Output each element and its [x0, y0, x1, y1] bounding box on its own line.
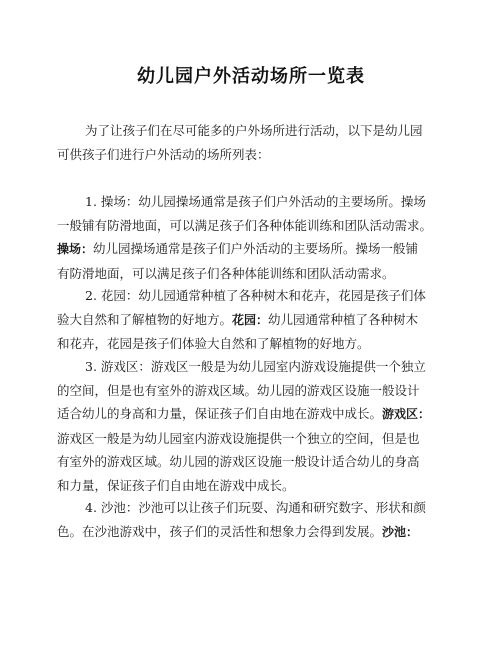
item-line: 验大自然和了解植物的好地方。: [57, 311, 233, 327]
item-bold-label: 沙池：: [382, 524, 419, 539]
intro-line: 可供孩子们进行户外活动的场所列表：: [57, 146, 270, 162]
item-line: 1. 操场：幼儿园操场通常是孩子们户外活动的主要场所。操场: [85, 194, 426, 209]
item-bold-label: 花园：: [232, 312, 269, 327]
intro-paragraph: [57, 119, 457, 166]
page-title: 幼儿园户外活动场所一览表: [137, 66, 365, 87]
intro-line: 为了让孩子们在尽可能多的户外场所进行活动，以下是幼儿园: [85, 123, 423, 138]
item-garden: [57, 284, 457, 356]
item-sandpit: [57, 496, 457, 544]
item-line: 4. 沙池：沙池可以让孩子们玩耍、沟通和研究数字、形状和颜: [85, 500, 426, 515]
item-line: 幼儿园操场通常是孩子们户外活动的主要场所。操场一般铺: [93, 241, 419, 256]
item-line: 幼儿园通常种植了各种树木: [268, 311, 419, 327]
item-line: 和花卉，花园是孩子们体验大自然和了解植物的好地方。: [57, 336, 370, 351]
item-play-area: [57, 355, 457, 497]
item-line: 和力量，保证孩子们自由地在游戏中成长。: [57, 477, 295, 493]
item-bold-label: 游戏区：: [382, 407, 431, 421]
item-line: 一般铺有防滑地面，可以满足孩子们各种体能训练和团队活动需求。: [57, 217, 433, 233]
item-line: 的空间，但是也有室外的游戏区域。幼儿园的游戏区设施一般设计: [57, 382, 420, 398]
item-line: 2. 花园：幼儿园通常种植了各种树木和花卉，花园是孩子们体: [85, 288, 426, 303]
item-line: 有防滑地面，可以满足孩子们各种体能训练和团队活动需求。: [57, 265, 395, 281]
item-line: 游戏区一般是为幼儿园室内游戏设施提供一个独立的空间，但是也: [57, 430, 420, 446]
item-line: 适合幼儿的身高和力量，保证孩子们自由地在游戏中成长。: [57, 406, 383, 421]
item-playground: [57, 190, 457, 285]
item-bold-label: 操场：: [57, 242, 94, 256]
item-line: 有室外的游戏区域。幼儿园的游戏区设施一般设计适合幼儿的身高: [57, 454, 420, 469]
item-line: 色。在沙池游戏中，孩子们的灵活性和想象力会得到发展。: [57, 523, 383, 539]
item-line: 3. 游戏区：游戏区一般是为幼儿园室内游戏设施提供一个独立: [85, 359, 426, 374]
